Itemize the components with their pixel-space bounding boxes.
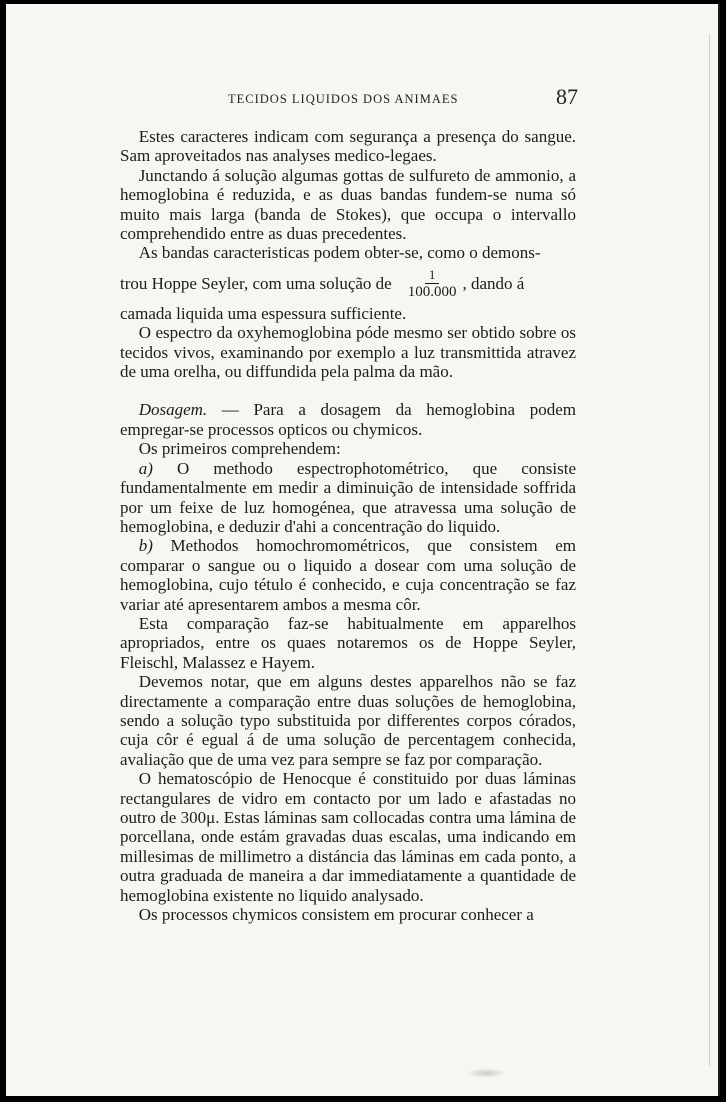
paragraph: Junctando á solução algumas gottas de sulfureto de ammonio, a hemoglobina é reduzida, e as duas bandas fundem-se numa só muito mais larga (banda de Stokes), que occupa o intervallo comprehendido entre as duas precedentes. — [120, 165, 576, 244]
running-title: TECIDOS LIQUIDOS DOS ANIMAES — [228, 92, 459, 106]
paragraph-text: — Para a dosagem da hemoglobina podem empregar-se processos opticos ou chymicos. — [120, 400, 576, 439]
paragraph: Devemos notar, que em alguns destes apparelhos não se faz directamente a comparação entre duas soluções de hemoglobina, sendo a solução typo substituida por differentes corpos córados, cuja côr é egual á de uma solução de percentagem conhecida, avaliação que de uma vez para sempre se faz por comparação. — [120, 672, 576, 769]
list-item — [120, 536, 576, 614]
list-marker: a) — [138, 458, 153, 478]
running-header — [6, 80, 718, 110]
paragraph: Os processos chymicos consistem em procurar conhecer a — [138, 905, 534, 925]
paragraph: Esta comparação faz-se habitualmente em apparelhos apropriados, entre os quaes notaremos os de Hoppe Seyler, Fleischl, Malassez e Hayem. — [120, 613, 576, 672]
fraction-denominator: 100.000 — [407, 283, 457, 300]
book-page — [6, 4, 720, 1096]
paper-smudge — [466, 1068, 506, 1078]
paragraph: O hematoscópio de Henocque é constituido por duas láminas rectangulares de vidro em contacto por um lado e afastadas no outro de 300μ. Estas láminas sam collocadas contra uma lámina de porcellana, onde estám gravadas duas escalas, uma indicando em millesimas de millimetro a distáncia das láminas em cada ponto, a outra graduada de maneira a dar immediatamente a quantidade de hemoglobina existente no liquido analysado. — [120, 769, 576, 905]
fraction-line — [120, 267, 576, 300]
section-label: Dosagem. — [138, 400, 208, 420]
paragraph-dosagem — [120, 400, 576, 439]
fraction-lead-text: trou Hoppe Seyler, com uma solução de — [120, 273, 392, 293]
body-text — [120, 127, 576, 924]
list-item — [120, 459, 576, 537]
paragraph: Estes caracteres indicam com segurança a presença do sangue. Sam aproveitados nas analyses medico-legaes. — [120, 127, 576, 166]
paragraph: O espectro da oxyhemoglobina póde mesmo ser obtido sobre os tecidos vivos, examinando por exemplo a luz transmittida atravez de uma orelha, ou diffundida pela palma da mão. — [120, 323, 576, 382]
fraction — [408, 267, 457, 300]
list-item-text: O methodo espectrophotométrico, que consiste fundamentalmente em medir a diminuição de intensidade soffrida por um feixe de luz homogénea, que atravessa uma solução de hemoglobina, e deduzir d'ahi a concentração do liquido. — [120, 458, 576, 536]
paragraph: As bandas caracteristicas podem obter-se, como o demons- — [138, 243, 541, 263]
page-number: 87 — [556, 84, 578, 109]
paragraph-continuation: camada liquida uma espessura sufficiente. — [120, 303, 407, 323]
list-marker: b) — [138, 536, 153, 556]
fraction-trail-text: , dando á — [462, 273, 525, 293]
paragraph: Os primeiros comprehendem: — [138, 439, 341, 459]
fraction-numerator: 1 — [425, 267, 440, 284]
list-item-text: Methodos homochromométricos, que consistem em comparar o sangue ou o liquido a dosear com uma solução de hemoglobina, cujo tétulo é conhecido, e cuja concentração se faz variar até apresentarem ambos a mesma côr. — [120, 536, 576, 614]
